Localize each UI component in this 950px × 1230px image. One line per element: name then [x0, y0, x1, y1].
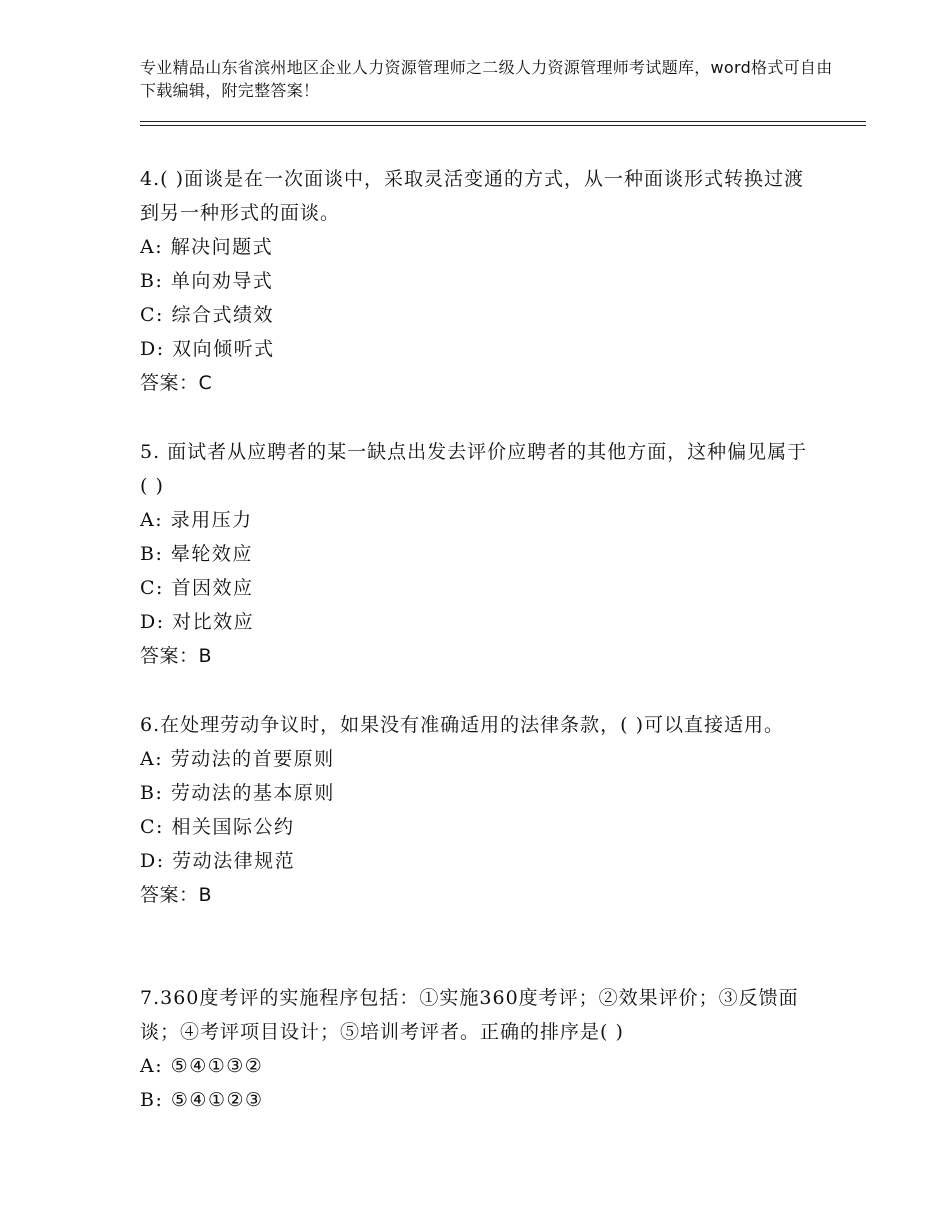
option-b: B: 劳动法的基本原则 [140, 782, 335, 804]
option-c: C: 相关国际公约 [140, 816, 295, 838]
option-c: C: 综合式绩效 [140, 304, 274, 326]
option-c: C: 首因效应 [140, 577, 254, 599]
document-header [140, 56, 840, 102]
option-b: B: 晕轮效应 [140, 543, 253, 565]
question-block [140, 981, 810, 1117]
question-stem: 4.( )面谈是在一次面谈中，采取灵活变通的方式，从一种面谈形式转换过渡到另一种形式的面谈。 [140, 168, 804, 224]
question-stem: 6.在处理劳动争议时，如果没有准确适用的法律条款，( )可以直接适用。 [140, 714, 784, 736]
question-block [140, 162, 810, 400]
option-a: A: 录用压力 [140, 509, 253, 531]
question-block [140, 708, 810, 912]
option-a: A: 解决问题式 [140, 236, 274, 258]
option-d: D: 劳动法律规范 [140, 850, 296, 872]
header-title: 专业精品山东省滨州地区企业人力资源管理师之二级人力资源管理师考试题库，word格式可自由下载编辑，附完整答案！ [140, 58, 833, 100]
header-divider [140, 125, 866, 126]
question-stem: 7.360度考评的实施程序包括：①实施360度考评；②效果评价；③反馈面谈；④考评项目设计；⑤培训考评者。正确的排序是( ) [140, 987, 799, 1043]
option-d: D: 对比效应 [140, 611, 255, 633]
question-block [140, 435, 810, 673]
option-b: B: 单向劝导式 [140, 270, 274, 292]
option-b: B: ⑤④①②③ [140, 1089, 264, 1111]
option-a: A: ⑤④①③② [140, 1055, 264, 1077]
answer-line: 答案：C [140, 372, 213, 394]
option-a: A: 劳动法的首要原则 [140, 748, 335, 770]
answer-line: 答案：B [140, 884, 213, 906]
answer-line: 答案：B [140, 645, 213, 667]
option-d: D: 双向倾听式 [140, 338, 275, 360]
question-stem: 5. 面试者从应聘者的某一缺点出发去评价应聘者的其他方面，这种偏见属于( ) [140, 441, 808, 497]
header-divider [140, 121, 866, 122]
